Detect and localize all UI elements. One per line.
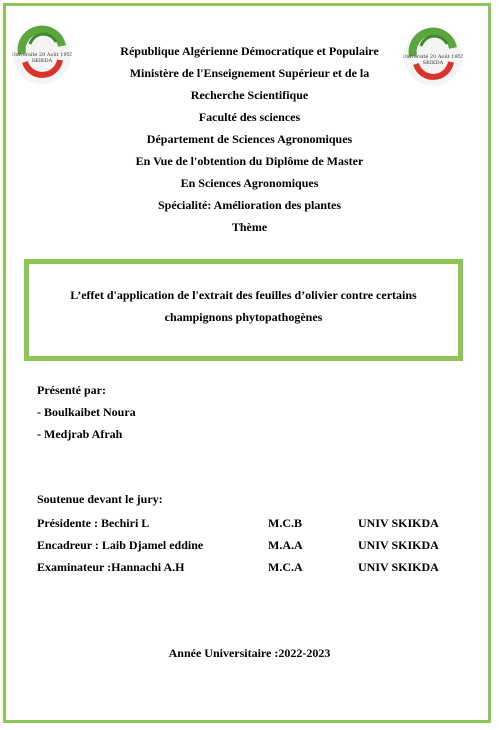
academic-year: Année Universitaire :2022-2023 [168,646,331,660]
university-logo-right [403,26,463,88]
jury-member-grade: M.C.B [268,516,302,530]
header-line-faculty: Faculté des sciences [198,110,301,124]
theme-title-box [24,259,463,361]
header-line-theme-label: Thème [231,220,268,234]
jury-member-name: Encadreur : Laib Djamel eddine [37,538,204,552]
jury-member-grade: M.A.A [268,538,303,552]
header-line-ministry: Ministère de l'Enseignement Supérieur et de la [129,66,370,80]
thesis-title [59,284,428,328]
jury-label: Soutenue devant le jury: [37,492,163,506]
author-2: - Medjrab Afrah [37,427,123,441]
thesis-title-line-2: champignons phytopathogènes [164,310,323,324]
header-line-specialty: Spécialité: Amélioration des plantes [158,198,341,212]
presented-by-label: Présenté par: [37,383,106,397]
header-line-department: Département de Sciences Agronomiques [146,132,353,146]
jury-member-institution: UNIV SKIKDA [358,560,439,574]
header-line-field: En Sciences Agronomiques [180,176,319,190]
thesis-title-line-1: L’effet d'application de l'extrait des feuilles d’olivier contre certains [70,288,417,302]
jury-member-institution: UNIV SKIKDA [358,538,439,552]
logo-text-1: Université 20 Août 1955 [12,52,72,58]
presented-by-section [37,379,136,445]
author-1: - Boulkaibet Noura [37,405,136,419]
logo-text-2: SKIKDA [422,60,444,66]
university-logo-left [12,24,72,86]
logo-text-1: Université 20 Août 1955 [403,54,463,60]
header-line-republic: République Algérienne Démocratique et Populaire [120,44,379,58]
header-line-research: Recherche Scientifique [190,88,309,102]
jury-member-grade: M.C.A [268,560,303,574]
jury-member-name: Présidente : Bechiri L [37,516,150,530]
jury-member-institution: UNIV SKIKDA [358,516,439,530]
header-line-diploma: En Vue de l'obtention du Diplôme de Master [135,154,364,168]
logo-text-2: SKIKDA [31,58,53,64]
institution-header [95,40,404,238]
jury-member-name: Examinateur :Hannachi A.H [37,560,185,574]
